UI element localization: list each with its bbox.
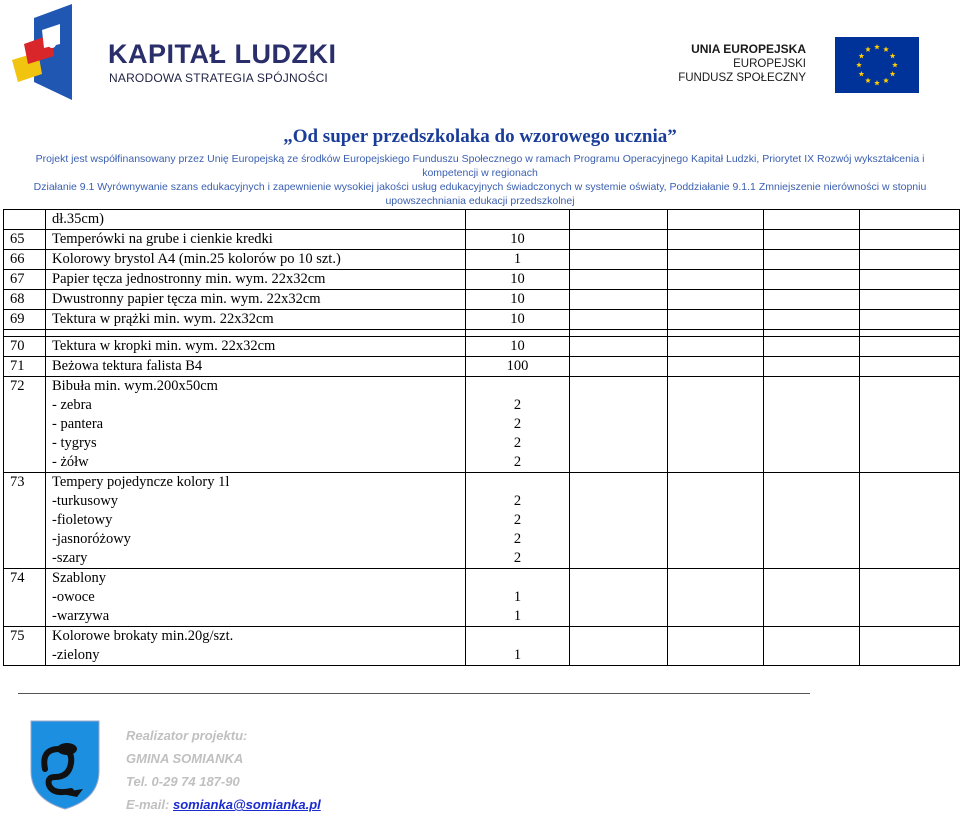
empty-cell (764, 627, 860, 666)
footer-email (126, 797, 321, 812)
empty-cell (764, 270, 860, 290)
empty-cell (668, 337, 764, 357)
empty-cell (570, 473, 668, 569)
item-name-line: Tektura w kropki min. wym. 22x32cm (52, 338, 276, 354)
item-quantity (466, 270, 570, 290)
spacer-cell (860, 330, 960, 337)
empty-cell (668, 627, 764, 666)
empty-cell (860, 290, 960, 310)
table-row (4, 473, 960, 569)
items-table (3, 209, 960, 666)
empty-cell (570, 627, 668, 666)
spacer-cell (668, 330, 764, 337)
item-name (46, 627, 466, 666)
empty-cell (860, 230, 960, 250)
empty-cell (764, 230, 860, 250)
item-quantity (466, 250, 570, 270)
item-number: 75 (4, 627, 46, 666)
item-quantity-line: 1 (513, 608, 522, 624)
item-name-line: -turkusowy (52, 493, 119, 509)
footer-email-label: E-mail: (126, 797, 173, 812)
item-name (46, 230, 466, 250)
table-row (4, 230, 960, 250)
item-quantity-line: 2 (513, 435, 522, 451)
item-number: 68 (4, 290, 46, 310)
empty-cell (570, 377, 668, 473)
empty-cell (570, 270, 668, 290)
empty-cell (764, 569, 860, 627)
table-row (4, 337, 960, 357)
empty-cell (570, 230, 668, 250)
empty-cell (570, 569, 668, 627)
footer-divider (18, 693, 810, 694)
footer-realizator-label: Realizator projektu: (126, 728, 248, 743)
empty-cell (860, 377, 960, 473)
item-quantity-line: 2 (513, 493, 522, 509)
item-name-line: -owoce (52, 589, 95, 605)
empty-cell (570, 250, 668, 270)
spacer-cell (764, 330, 860, 337)
item-quantity-line: 2 (513, 454, 522, 470)
item-name (46, 569, 466, 627)
table-row (4, 270, 960, 290)
empty-cell (570, 337, 668, 357)
somianka-coat-of-arms-icon (27, 719, 103, 811)
item-quantity-line (466, 569, 569, 588)
table-row (4, 627, 960, 666)
item-quantity (466, 377, 570, 473)
empty-cell (668, 290, 764, 310)
item-quantity-line (466, 473, 569, 492)
item-number: 66 (4, 250, 46, 270)
item-quantity-line: 2 (513, 531, 522, 547)
item-quantity-line (466, 627, 569, 646)
empty-cell (860, 210, 960, 230)
item-quantity-line: 100 (506, 358, 529, 374)
item-quantity (466, 310, 570, 330)
project-info-line-2: kompetencji w regionach (422, 167, 538, 179)
empty-cell (764, 210, 860, 230)
table-row (4, 357, 960, 377)
empty-cell (570, 357, 668, 377)
item-quantity-line: 2 (513, 512, 522, 528)
empty-cell (860, 250, 960, 270)
item-name-line: -zielony (52, 647, 100, 663)
item-name-line: Beżowa tektura falista B4 (52, 358, 203, 374)
empty-cell (764, 377, 860, 473)
empty-cell (860, 569, 960, 627)
eu-flag-icon (835, 37, 919, 93)
table-row (4, 290, 960, 310)
empty-cell (668, 210, 764, 230)
table-row (4, 569, 960, 627)
item-number (4, 210, 46, 230)
item-name-line: -fioletowy (52, 512, 113, 528)
empty-cell (668, 230, 764, 250)
empty-cell (668, 357, 764, 377)
project-info-line-3: Działanie 9.1 Wyrównywanie szans edukacyjnych i zapewnienie wysokiej jakości usług edukacyjnych świadczonych w systemie oświaty, Poddziałanie 9.1.1 Zmniejszenie nierówności w stopniu (33, 181, 927, 193)
item-name (46, 337, 466, 357)
item-name (46, 270, 466, 290)
item-quantity-line: 10 (510, 291, 525, 307)
item-name (46, 250, 466, 270)
item-quantity-line: 1 (513, 647, 522, 663)
kapital-ludzki-logo (12, 4, 337, 104)
eu-label-fund: FUNDUSZ SPOŁECZNY (678, 72, 806, 84)
spacer-cell (4, 330, 46, 337)
item-quantity-line: 2 (513, 550, 522, 566)
item-quantity-line (466, 377, 569, 396)
empty-cell (668, 310, 764, 330)
empty-cell (764, 473, 860, 569)
empty-cell (764, 357, 860, 377)
table-row (4, 250, 960, 270)
item-name-line: Dwustronny papier tęcza min. wym. 22x32cm (52, 291, 321, 307)
kapital-ludzki-emblem-icon (12, 4, 102, 104)
item-name-line: Tektura w prążki min. wym. 22x32cm (52, 311, 274, 327)
eu-logo (678, 34, 930, 94)
kapital-ludzki-title: KAPITAŁ LUDZKI (108, 39, 337, 69)
empty-cell (764, 250, 860, 270)
empty-cell (570, 210, 668, 230)
empty-cell (764, 337, 860, 357)
item-name-line: - zebra (52, 397, 92, 413)
empty-cell (570, 310, 668, 330)
item-name-line: - pantera (52, 416, 104, 432)
item-quantity-line: 1 (513, 251, 522, 267)
empty-cell (570, 290, 668, 310)
item-number: 70 (4, 337, 46, 357)
footer-organization: GMINA SOMIANKA (126, 751, 244, 766)
item-name-line: -warzywa (52, 608, 110, 624)
item-name (46, 310, 466, 330)
item-number: 71 (4, 357, 46, 377)
item-name-line: Temperówki na grube i cienkie kredki (52, 231, 273, 247)
item-name-line: dł.35cm) (52, 211, 104, 227)
item-quantity (466, 569, 570, 627)
item-name-line: Tempery pojedyncze kolory 1l (52, 474, 230, 490)
item-name-line: -szary (52, 550, 88, 566)
empty-cell (668, 569, 764, 627)
item-quantity-line: 10 (510, 311, 525, 327)
empty-cell (668, 270, 764, 290)
item-quantity (466, 290, 570, 310)
empty-cell (860, 357, 960, 377)
table-row (4, 377, 960, 473)
item-name (46, 210, 466, 230)
item-quantity-line: 10 (510, 338, 525, 354)
empty-cell (860, 627, 960, 666)
item-name (46, 473, 466, 569)
item-quantity (466, 627, 570, 666)
empty-cell (764, 310, 860, 330)
empty-cell (668, 473, 764, 569)
item-number: 69 (4, 310, 46, 330)
eu-label-union: UNIA EUROPEJSKA (691, 42, 806, 56)
spacer-cell (46, 330, 466, 337)
item-name-line: Kolorowe brokaty min.20g/szt. (52, 628, 234, 644)
kapital-ludzki-subtitle: NARODOWA STRATEGIA SPÓJNOŚCI (109, 71, 328, 85)
eu-label-european: EUROPEJSKI (733, 58, 806, 70)
spacer-cell (466, 330, 570, 337)
item-quantity-line: 1 (513, 589, 522, 605)
item-quantity (466, 230, 570, 250)
item-number: 65 (4, 230, 46, 250)
item-quantity-line: 10 (510, 271, 525, 287)
item-quantity-line: 10 (510, 231, 525, 247)
empty-cell (764, 290, 860, 310)
empty-cell (860, 337, 960, 357)
item-name-line: Szablony (52, 570, 106, 586)
item-name (46, 377, 466, 473)
footer-email-link[interactable]: somianka@somianka.pl (172, 797, 321, 812)
item-name-line: -jasnoróżowy (52, 531, 131, 547)
item-quantity (466, 357, 570, 377)
item-number: 74 (4, 569, 46, 627)
item-quantity-line: 2 (513, 416, 522, 432)
project-info-line-4: upowszechniania edukacji przedszkolnej (385, 195, 575, 207)
project-info-line-1: Projekt jest współfinansowany przez Unię Europejską ze środków Europejskiego Funduszu Społecznego w ramach Programu Operacyjnego Kapitał Ludzki, Priorytet IX Rozwój wykształcenia i (35, 153, 925, 165)
item-name (46, 290, 466, 310)
item-name (46, 357, 466, 377)
empty-cell (668, 377, 764, 473)
item-number: 67 (4, 270, 46, 290)
spacer-cell (570, 330, 668, 337)
empty-cell (668, 250, 764, 270)
table-spacer-row (4, 330, 960, 337)
item-name-line: - żółw (52, 454, 89, 470)
item-quantity-line (466, 210, 569, 229)
item-quantity (466, 337, 570, 357)
item-quantity (466, 210, 570, 230)
item-quantity-line: 2 (513, 397, 522, 413)
table-row (4, 210, 960, 230)
item-quantity (466, 473, 570, 569)
item-name-line: - tygrys (52, 435, 97, 451)
empty-cell (860, 270, 960, 290)
footer-phone: Tel. 0-29 74 187-90 (126, 774, 240, 789)
item-name-line: Bibuła min. wym.200x50cm (52, 378, 218, 394)
item-name-line: Kolorowy brystol A4 (min.25 kolorów po 10 szt.) (52, 251, 341, 267)
project-title: „Od super przedszkolaka do wzorowego ucznia” (283, 126, 677, 147)
empty-cell (860, 310, 960, 330)
table-row (4, 310, 960, 330)
item-number: 72 (4, 377, 46, 473)
item-number: 73 (4, 473, 46, 569)
item-name-line: Papier tęcza jednostronny min. wym. 22x32cm (52, 271, 326, 287)
empty-cell (860, 473, 960, 569)
